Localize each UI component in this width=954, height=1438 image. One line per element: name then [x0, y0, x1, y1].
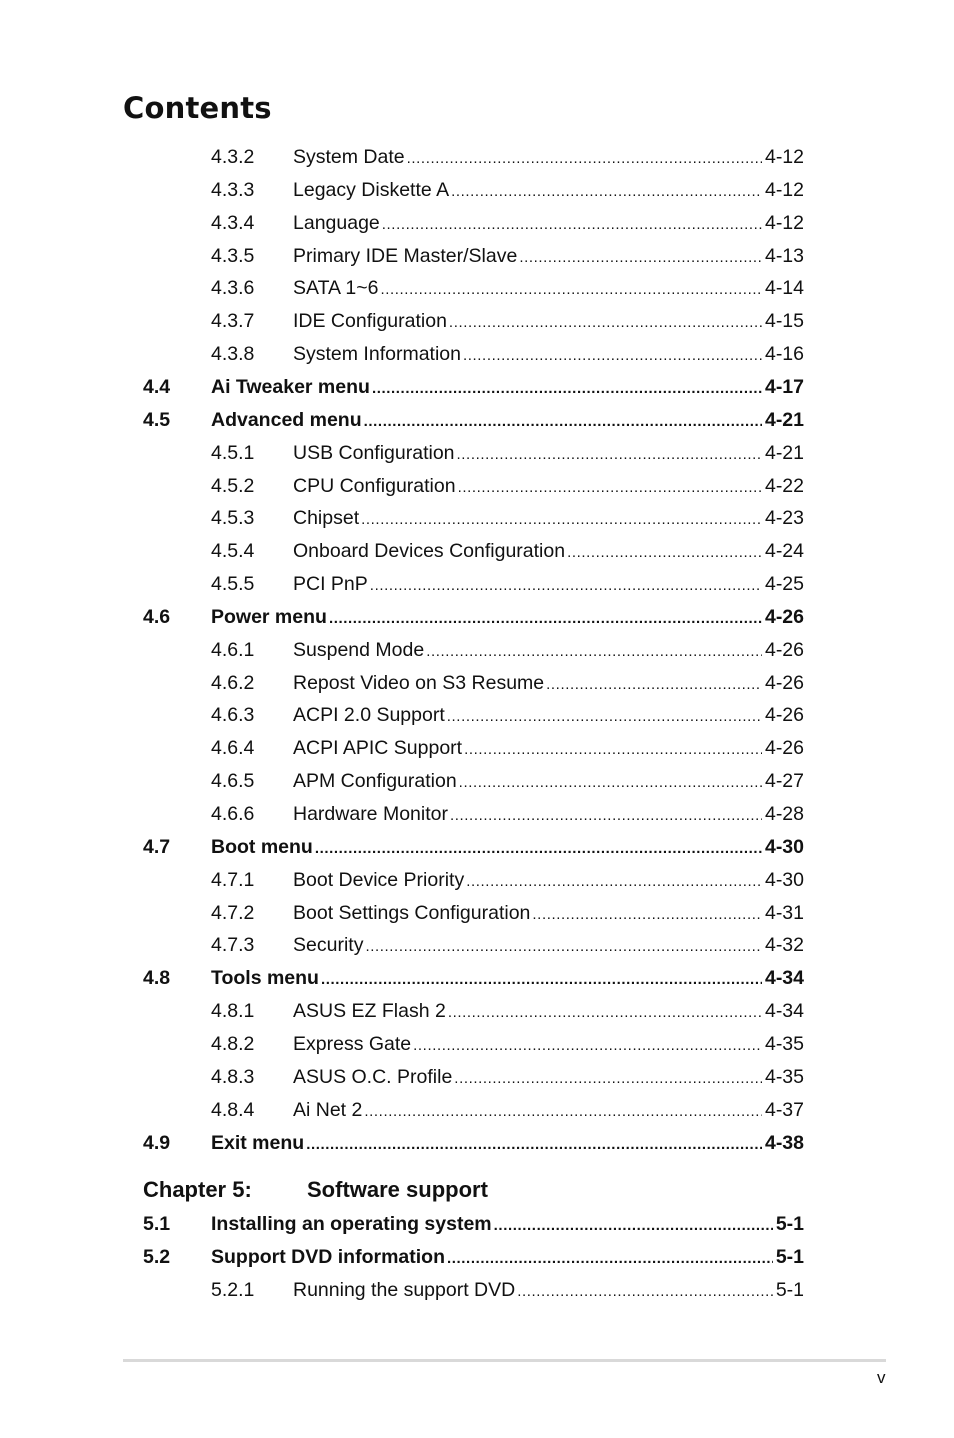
toc-entry-line — [293, 439, 804, 469]
toc-entry-number: 4.5.3 — [211, 507, 255, 530]
toc-entry-page: 4-12 — [764, 178, 804, 201]
toc-entry-title: Ai Net 2 — [293, 1098, 363, 1121]
toc-dot-leader — [449, 309, 762, 337]
toc-entry-title: Express Gate — [293, 1032, 412, 1055]
toc-dot-leader — [370, 572, 762, 600]
toc-subsection-entry[interactable] — [0, 504, 954, 532]
toc-entry-line — [293, 143, 804, 173]
toc-subsection-entry[interactable] — [0, 1063, 954, 1091]
toc-entry-number: 4.9 — [143, 1131, 171, 1154]
toc-entry-number: 4.3.2 — [211, 146, 255, 168]
toc-entry-number: 4.5.2 — [211, 474, 255, 497]
toc-dot-leader — [329, 605, 762, 633]
toc-entry-title: Support DVD information — [211, 1245, 445, 1268]
toc-dot-leader — [364, 1098, 762, 1126]
toc-entry-line — [293, 899, 804, 929]
toc-entry-title: APM Configuration — [293, 770, 457, 793]
toc-dot-leader — [459, 769, 762, 797]
toc-subsection-entry[interactable] — [0, 1030, 954, 1058]
toc-entry-title: Power menu — [211, 605, 327, 628]
toc-subsection-entry[interactable] — [0, 340, 954, 368]
toc-entry-line — [293, 176, 804, 206]
toc-dot-leader — [567, 539, 762, 567]
toc-entry-page: 4-26 — [764, 605, 804, 628]
toc-entry-line — [293, 537, 804, 567]
toc-entry-page: 4-38 — [764, 1131, 804, 1154]
toc-dot-leader — [464, 736, 762, 764]
toc-entry-line — [293, 997, 804, 1027]
toc-entry-number: 5.2 — [143, 1245, 171, 1268]
toc-dot-leader — [454, 1065, 762, 1093]
toc-entry-number: 4.3.8 — [211, 343, 255, 366]
toc-subsection-entry[interactable] — [0, 800, 954, 828]
toc-dot-leader — [447, 1245, 773, 1273]
toc-dot-leader — [450, 802, 762, 830]
toc-entry-number: 4.8.2 — [211, 1032, 255, 1055]
toc-subsection-entry[interactable] — [0, 931, 954, 959]
toc-entry-page: 4-24 — [764, 540, 804, 563]
toc-section-entry[interactable] — [0, 406, 954, 434]
toc-entry-title: ACPI APIC Support — [293, 737, 463, 760]
toc-dot-leader — [321, 966, 762, 994]
toc-entry-line — [211, 1210, 804, 1240]
toc-subsection-entry[interactable] — [0, 1276, 954, 1304]
toc-subsection-entry[interactable] — [0, 439, 954, 467]
toc-entry-title: Installing an operating system — [211, 1213, 492, 1235]
toc-entry-page: 4-34 — [764, 967, 804, 990]
toc-entry-line — [293, 340, 804, 370]
toc-subsection-entry[interactable] — [0, 209, 954, 237]
toc-entry-number: 4.6.1 — [211, 638, 255, 661]
toc-subsection-entry[interactable] — [0, 143, 954, 171]
toc-entry-line — [293, 931, 804, 961]
toc-entry-line — [211, 1243, 804, 1273]
chapter-heading[interactable] — [0, 1175, 954, 1205]
toc-dot-leader — [306, 1131, 762, 1159]
toc-dot-leader — [364, 408, 762, 436]
toc-entry-number: 4.5.4 — [211, 540, 255, 563]
toc-entry-number: 4.8.3 — [211, 1065, 255, 1088]
toc-entry-title: CPU Configuration — [293, 474, 456, 497]
toc-entry-line — [293, 669, 804, 699]
toc-entry-page: 4-31 — [764, 901, 804, 924]
toc-entry-title: SATA 1~6 — [293, 277, 379, 300]
toc-dot-leader — [546, 671, 762, 699]
toc-entry-number: 4.6.3 — [211, 704, 255, 727]
toc-dot-leader — [463, 342, 762, 370]
toc-entry-page: 4-15 — [764, 310, 804, 333]
toc-entry-title: PCI PnP — [293, 573, 368, 596]
toc-entry-number: 5.2.1 — [211, 1278, 255, 1301]
chapter-title: Software support — [307, 1177, 488, 1202]
toc-entry-page: 4-25 — [764, 573, 804, 596]
toc-entry-line — [293, 242, 804, 272]
toc-dot-leader — [426, 638, 762, 666]
toc-dot-leader — [407, 145, 762, 173]
toc-entry-title: System Information — [293, 343, 461, 366]
toc-entry-title: Security — [293, 934, 364, 957]
toc-entry-line — [293, 1063, 804, 1093]
toc-entry-page: 4-26 — [764, 671, 804, 694]
toc-entry-title: Ai Tweaker menu — [211, 375, 370, 398]
toc-subsection-entry[interactable] — [0, 176, 954, 204]
toc-dot-leader — [413, 1032, 762, 1060]
toc-entry-page: 4-22 — [764, 474, 804, 497]
toc-dot-leader — [457, 441, 762, 469]
toc-entry-title: Exit menu — [211, 1131, 305, 1154]
toc-entry-line — [293, 209, 804, 239]
toc-entry-page: 4-14 — [764, 277, 804, 300]
toc-entry-line — [211, 1129, 804, 1159]
toc-entry-title: IDE Configuration — [293, 310, 447, 333]
toc-entry-number: 4.4 — [143, 375, 171, 398]
toc-dot-leader — [451, 178, 762, 206]
toc-entry-page: 4-21 — [764, 441, 804, 464]
toc-entry-line — [293, 1096, 804, 1126]
toc-entry-page: 4-30 — [764, 868, 804, 891]
toc-entry-page: 4-12 — [764, 146, 804, 168]
toc-entry-title: Advanced menu — [211, 408, 362, 431]
toc-section-entry[interactable] — [0, 1210, 954, 1238]
toc-entry-page: 4-35 — [764, 1032, 804, 1055]
toc-entry-line — [293, 274, 804, 304]
toc-dot-leader — [519, 244, 762, 272]
toc-entry-number: 4.5.5 — [211, 573, 255, 596]
toc-entry-number: 4.5.1 — [211, 441, 255, 464]
toc-entry-number: 4.8 — [143, 967, 171, 990]
toc-entry-page: 4-27 — [764, 770, 804, 793]
toc-entry-number: 4.8.1 — [211, 1000, 255, 1023]
toc-entry-title: System Date — [293, 146, 405, 168]
toc-subsection-entry[interactable] — [0, 734, 954, 762]
toc-entry-page: 4-35 — [764, 1065, 804, 1088]
toc-subsection-entry[interactable] — [0, 636, 954, 664]
toc-entry-number: 4.6 — [143, 605, 171, 628]
toc-dot-leader — [517, 1278, 773, 1306]
toc-subsection-entry[interactable] — [0, 242, 954, 270]
toc-entry-page: 5-1 — [775, 1278, 804, 1301]
toc-entry-number: 4.6.2 — [211, 671, 255, 694]
toc-entry-line — [293, 767, 804, 797]
toc-entry-number: 4.6.5 — [211, 770, 255, 793]
toc-subsection-entry[interactable] — [0, 1096, 954, 1124]
toc-dot-leader — [361, 506, 762, 534]
toc-entry-page: 5-1 — [775, 1245, 804, 1268]
toc-entry-page: 4-13 — [764, 244, 804, 267]
toc-section-entry[interactable] — [0, 964, 954, 992]
toc-entry-line — [211, 373, 804, 403]
toc-subsection-entry[interactable] — [0, 701, 954, 729]
toc-entry-number: 4.3.5 — [211, 244, 255, 267]
toc-entry-page: 4-12 — [764, 211, 804, 234]
toc-entry-number: 4.6.6 — [211, 803, 255, 825]
toc-entry-number: 5.1 — [143, 1213, 171, 1235]
toc-entry-line — [293, 1276, 804, 1306]
toc-section-entry[interactable] — [0, 603, 954, 631]
toc-subsection-entry[interactable] — [0, 274, 954, 302]
toc-entry-title: Legacy Diskette A — [293, 178, 450, 201]
toc-entry-number: 4.3.7 — [211, 310, 255, 333]
toc-entry-number: 4.7.3 — [211, 934, 255, 957]
toc-dot-leader — [382, 211, 762, 239]
toc-entry-page: 4-26 — [764, 737, 804, 760]
toc-entry-page: 4-26 — [764, 704, 804, 727]
toc-entry-line — [293, 1030, 804, 1060]
toc-dot-leader — [380, 276, 762, 304]
toc-dot-leader — [372, 375, 762, 403]
toc-entry-line — [211, 964, 804, 994]
toc-dot-leader — [494, 1212, 773, 1240]
toc-dot-leader — [315, 835, 762, 863]
toc-entry-title: Onboard Devices Configuration — [293, 540, 566, 563]
toc-subsection-entry[interactable] — [0, 866, 954, 894]
toc-section-entry[interactable] — [0, 373, 954, 401]
toc-entry-number: 4.7 — [143, 835, 171, 858]
toc-entry-line — [293, 570, 804, 600]
toc-entry-number: 4.8.4 — [211, 1098, 255, 1121]
toc-entry-title: ASUS EZ Flash 2 — [293, 1000, 446, 1023]
toc-entry-title: Boot menu — [211, 835, 313, 858]
toc-subsection-entry[interactable] — [0, 997, 954, 1025]
toc-entry-page: 4-21 — [764, 408, 804, 431]
toc-entry-line — [293, 636, 804, 666]
toc-entry-title: Tools menu — [211, 967, 319, 990]
toc-entry-title: Boot Device Priority — [293, 868, 465, 891]
toc-entry-page: 4-37 — [764, 1098, 804, 1121]
toc-entry-page: 4-17 — [764, 375, 804, 398]
toc-entry-page: 4-34 — [764, 1000, 804, 1023]
chapter-label: Chapter 5: — [143, 1177, 252, 1202]
footer-divider — [123, 1359, 886, 1362]
toc-entry-title: USB Configuration — [293, 441, 455, 464]
toc-entry-title: Chipset — [293, 507, 360, 530]
toc-dot-leader — [458, 474, 762, 502]
page-title: Contents — [123, 91, 272, 125]
toc-entry-number: 4.6.4 — [211, 737, 255, 760]
toc-subsection-entry[interactable] — [0, 307, 954, 335]
toc-section-entry[interactable] — [0, 1243, 954, 1271]
toc-entry-title: Repost Video on S3 Resume — [293, 671, 545, 694]
toc-entry-line — [293, 307, 804, 337]
toc-entry-number: 4.3.6 — [211, 277, 255, 300]
toc-entry-title: ASUS O.C. Profile — [293, 1065, 453, 1088]
toc-entry-number: 4.7.2 — [211, 901, 255, 924]
toc-subsection-entry[interactable] — [0, 570, 954, 598]
toc-entry-title: Running the support DVD — [293, 1278, 516, 1301]
toc-dot-leader — [532, 901, 762, 929]
toc-subsection-entry[interactable] — [0, 669, 954, 697]
toc-entry-page: 4-16 — [764, 343, 804, 366]
toc-subsection-entry[interactable] — [0, 767, 954, 795]
toc-entry-number: 4.3.4 — [211, 211, 255, 234]
toc-entry-number: 4.3.3 — [211, 178, 255, 201]
toc-entry-line — [293, 701, 804, 731]
toc-entry-title: Hardware Monitor — [293, 803, 448, 825]
toc-entry-page: 4-30 — [764, 835, 804, 858]
toc-entry-line — [293, 866, 804, 896]
toc-dot-leader — [448, 999, 762, 1027]
toc-entry-page: 5-1 — [775, 1213, 804, 1235]
toc-entry-line — [211, 406, 804, 436]
toc-entry-page: 4-32 — [764, 934, 804, 957]
toc-dot-leader — [365, 933, 762, 961]
toc-section-entry[interactable] — [0, 1129, 954, 1157]
toc-entry-line — [293, 504, 804, 534]
toc-section-entry[interactable] — [0, 833, 954, 861]
toc-entry-line — [211, 833, 804, 863]
toc-subsection-entry[interactable] — [0, 899, 954, 927]
toc-entry-line — [293, 800, 804, 830]
toc-entry-title: ACPI 2.0 Support — [293, 704, 445, 727]
toc-entry-line — [293, 472, 804, 502]
toc-entry-title: Suspend Mode — [293, 638, 425, 661]
toc-entry-title: Language — [293, 211, 380, 234]
toc-dot-leader — [447, 703, 762, 731]
toc-subsection-entry[interactable] — [0, 472, 954, 500]
toc-entry-line — [293, 734, 804, 764]
toc-entry-number: 4.5 — [143, 408, 171, 431]
toc-entry-page: 4-28 — [764, 803, 804, 825]
toc-subsection-entry[interactable] — [0, 537, 954, 565]
toc-dot-leader — [466, 868, 762, 896]
toc-entry-title: Primary IDE Master/Slave — [293, 244, 518, 267]
page-number: v — [877, 1368, 886, 1387]
toc-entry-page: 4-23 — [764, 507, 804, 530]
toc-entry-title: Boot Settings Configuration — [293, 901, 531, 924]
toc-entry-number: 4.7.1 — [211, 868, 255, 891]
toc-entry-page: 4-26 — [764, 638, 804, 661]
toc-entry-line — [211, 603, 804, 633]
